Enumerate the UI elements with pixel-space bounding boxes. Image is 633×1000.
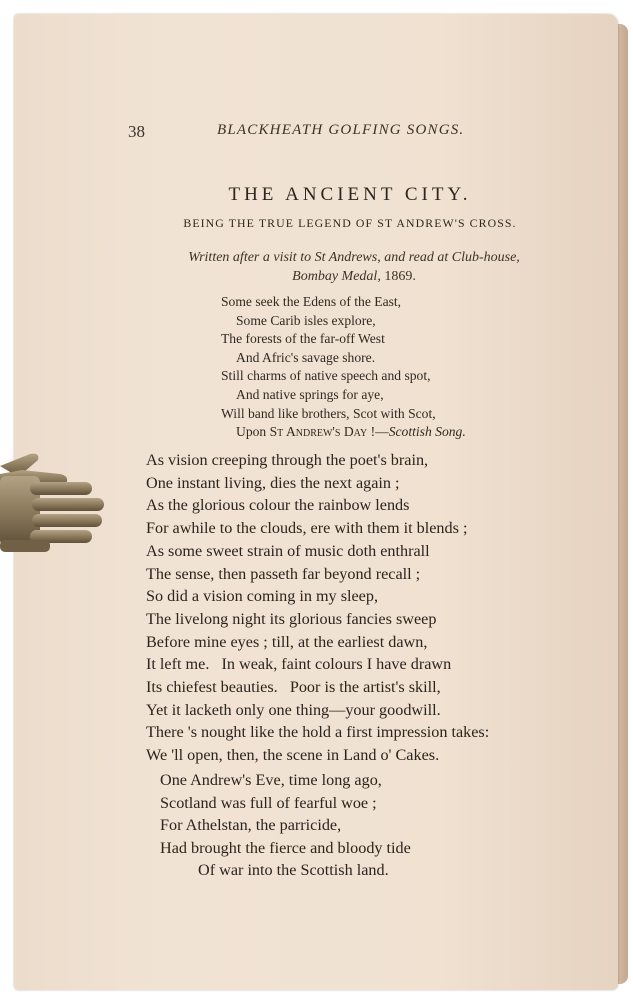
verse-line: One Andrew's Eve, time long ago, [160,771,382,789]
verse-line: We 'll open, then, the scene in Land o' Cakes. [146,746,440,765]
verse-line: The livelong night its glorious fancies sweep [146,609,437,628]
epigraph-line: The forests of the far-off West [221,331,385,347]
running-head [0,122,633,144]
epigraph-source: Scottish Song. [388,424,466,440]
epigraph-line: Still charms of native speech and spot, [221,368,431,384]
dedication-line-2 [158,267,550,286]
verse-line: Had brought the fierce and bloody tide [160,838,411,857]
verse-line: For Athelstan, the parricide, [160,816,342,834]
dedication-note [158,248,550,286]
poem-title: THE ANCIENT CITY. [228,184,472,205]
verse-line: There 's nought like the hold a first impression takes: [146,723,490,742]
verse-line: Yet it lacketh only one thing—your goodwill. [146,700,441,719]
running-title: BLACKHEATH GOLFING SONGS. [217,122,465,138]
verse-line: Scotland was full of fearful woe ; [160,793,377,812]
stanza-two [160,769,560,882]
epigraph-dash: !— [370,424,389,440]
epigraph [221,293,541,442]
dedication-year: 1869. [384,269,416,284]
page-number: 38 [128,122,145,141]
metal-hand-bookmark-icon [0,446,110,556]
epigraph-line: Some seek the Edens of the East, [221,294,402,309]
verse-line: As the glorious colour the rainbow lends [146,496,410,515]
verse-line: Of war into the Scottish land. [198,861,389,879]
verse-line: So did a vision coming in my sleep, [146,587,379,606]
verse-line: It left me. In weak, faint colours I have drawn [146,655,452,674]
verse-line: As vision creeping through the poet's brain, [146,451,429,469]
epigraph-last-line [221,423,541,442]
dedication-medal: Bombay Medal, [292,269,381,284]
verse-line: Before mine eyes ; till, at the earliest dawn, [146,632,428,651]
poem-subtitle: BEING THE TRUE LEGEND OF ST ANDREW'S CROSS. [183,216,517,230]
epigraph-upon: Upon [236,424,267,440]
verse-line: One instant living, dies the next again ; [146,473,400,492]
stanza-one [146,449,566,767]
verse-line: The sense, then passeth far beyond recall ; [146,564,421,583]
epigraph-line: And native springs for aye, [236,386,384,402]
epigraph-line: Will band like brothers, Scot with Scot, [221,405,436,421]
verse-line: As some sweet strain of music doth enthrall [146,541,430,560]
verse-line: Its chiefest beauties. Poor is the artist's skill, [146,678,441,697]
epigraph-line: And Afric's savage shore. [236,349,376,365]
verse-line: For awhile to the clouds, ere with them it blends ; [146,519,468,538]
epigraph-st-andrews-day: St Andrew's Day [269,424,368,440]
epigraph-line: Some Carib isles explore, [236,312,376,328]
dedication-line-1: Written after a visit to St Andrews, and read at Club-house, [188,250,520,265]
